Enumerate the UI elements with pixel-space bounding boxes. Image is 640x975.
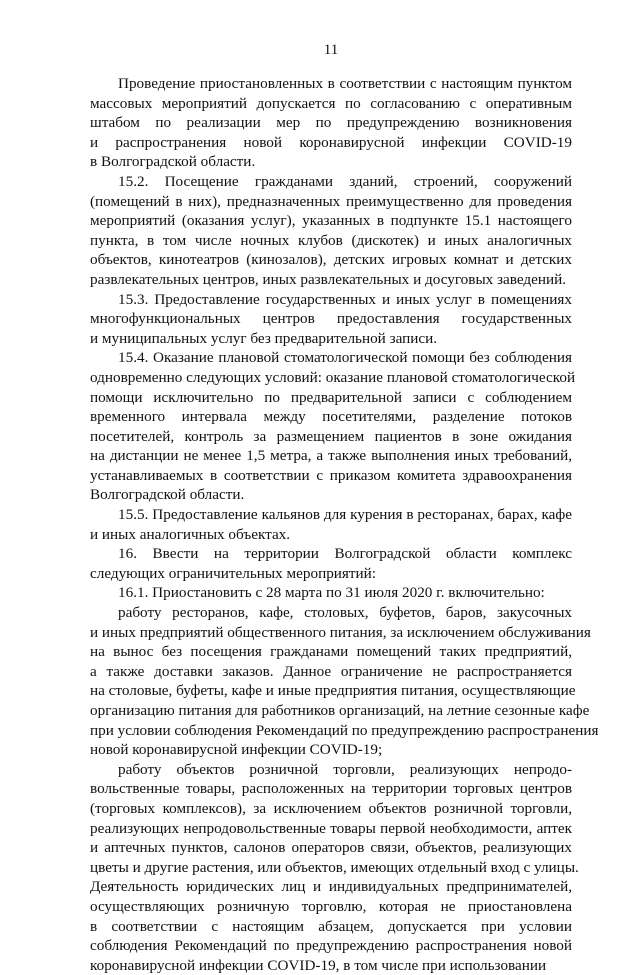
text-line: при условии соблюдения Рекомендаций по предупреждению распространения [90,721,599,739]
text-line: Проведение приостановленных в соответствии с настоящим пунктом [118,75,572,92]
text-line: мероприятий (оказания услуг), указанных в подпункте 15.1 настоящего [90,212,572,230]
text-line: на дистанции не менее 1,5 метра, а также выполнения иных требований, [90,447,572,465]
text-line: а также доставки заказов. Данное ограничение не распространяется [90,662,572,680]
text-line: осуществляющих розничную торговлю, которая не приостановлена [90,897,572,915]
text-line: организацию питания для работников организаций, на летние сезонные кафе [90,702,590,719]
text-line: 15.2. Посещение гражданами зданий, строений, сооружений [118,172,572,190]
text-line: вольственные товары, расположенных на территории торговых центров [90,780,572,798]
text-line: следующих ограничительных мероприятий: [90,564,377,582]
paragraph-p-15-4 [90,348,576,505]
text-line: Деятельность юридических лиц и индивидуальных предпринимателей, [90,878,572,896]
text-line: устанавливаемых в соответствии с приказом комитета здравоохранения [90,466,572,484]
text-line: (торговых комплексов), за исключением объектов розничной торговли, [90,799,572,817]
paragraph-p-16-1 [90,583,572,603]
text-line: одновременно следующих условий: оказание плановой стоматологической [90,368,576,386]
text-line: и иных аналогичных объектах. [90,525,291,543]
paragraph-p-intro [90,74,572,172]
text-line: посетителей, контроль за размещением пациентов в зоне ожидания [90,427,572,445]
page-number: 11 [323,42,339,58]
text-line: цветы и другие растения, или объектов, имеющих отдельный вход с улицы. [90,858,579,876]
text-line: и аптечных пунктов, салонов операторов связи, объектов, реализующих [90,839,572,857]
text-line: массовых мероприятий допускается по согласованию с оперативным [90,94,572,112]
text-line: помощи исключительно по предварительной записи с соблюдением [90,388,572,406]
text-line: 16.1. Приостановить с 28 марта по 31 июля 2020 г. включительно: [118,584,545,602]
paragraph-p-restaurants [90,603,599,760]
text-line: многофункциональных центров предоставления государственных [90,310,572,328]
text-line: работу ресторанов, кафе, столовых, буфетов, баров, закусочных [118,604,572,622]
text-line: в Волгоградской области. [90,153,256,171]
text-line: пункта, в том числе ночных клубов (дискотек) и иных аналогичных [90,231,572,249]
text-line: штабом по реализации мер по предупреждению возникновения [90,114,572,132]
text-line: в соответствии с настоящим абзацем, допускается при условии [90,917,572,935]
text-line: 15.3. Предоставление государственных и иных услуг в помещениях [118,290,572,308]
text-line: работу объектов розничной торговли, реализующих непродо- [118,760,572,778]
text-line: коронавирусной инфекции COVID-19, в том числе при использовании [90,956,547,974]
paragraph-p-15-5 [90,505,572,544]
text-line: новой коронавирусной инфекции COVID-19; [90,741,383,759]
text-line: и муниципальных услуг без предварительной записи. [90,329,438,347]
paragraph-p-15-2 [90,172,572,290]
paragraph-p-retail [90,760,579,975]
text-line: временного интервала между посетителями, разделение потоков [90,408,572,426]
text-line: на столовые, буфеты, кафе и иные предприятия питания, осуществляющие [90,682,576,700]
paragraph-p-15-3 [90,290,572,349]
text-line: соблюдения Рекомендаций по предупреждению распространения новой [90,937,572,955]
text-line: и распространения новой коронавирусной инфекции COVID-19 [90,133,572,151]
text-line: 15.5. Предоставление кальянов для курения в ресторанах, барах, кафе [118,506,572,524]
text-line: Волгоградской области. [90,486,245,504]
text-line: 16. Ввести на территории Волгоградской области комплекс [118,545,572,563]
text-line: 15.4. Оказание плановой стоматологической помощи без соблюдения [118,349,572,367]
text-line: объектов, кинотеатров (кинозалов), детских игровых комнат и детских [90,251,572,269]
text-line: (помещений в них), предназначенных преимущественно для проведения [90,192,572,210]
text-line: на вынос без посещения гражданами помещений таких предприятий, [90,643,572,661]
text-line: реализующих непродовольственные товары первой необходимости, аптек [90,819,572,837]
paragraph-p-16 [90,544,572,583]
text-line: и иных предприятий общественного питания, за исключением обслуживания [90,623,591,641]
document-body [90,74,599,975]
text-line: развлекательных центров, иных развлекательных и досуговых заведений. [90,270,567,288]
